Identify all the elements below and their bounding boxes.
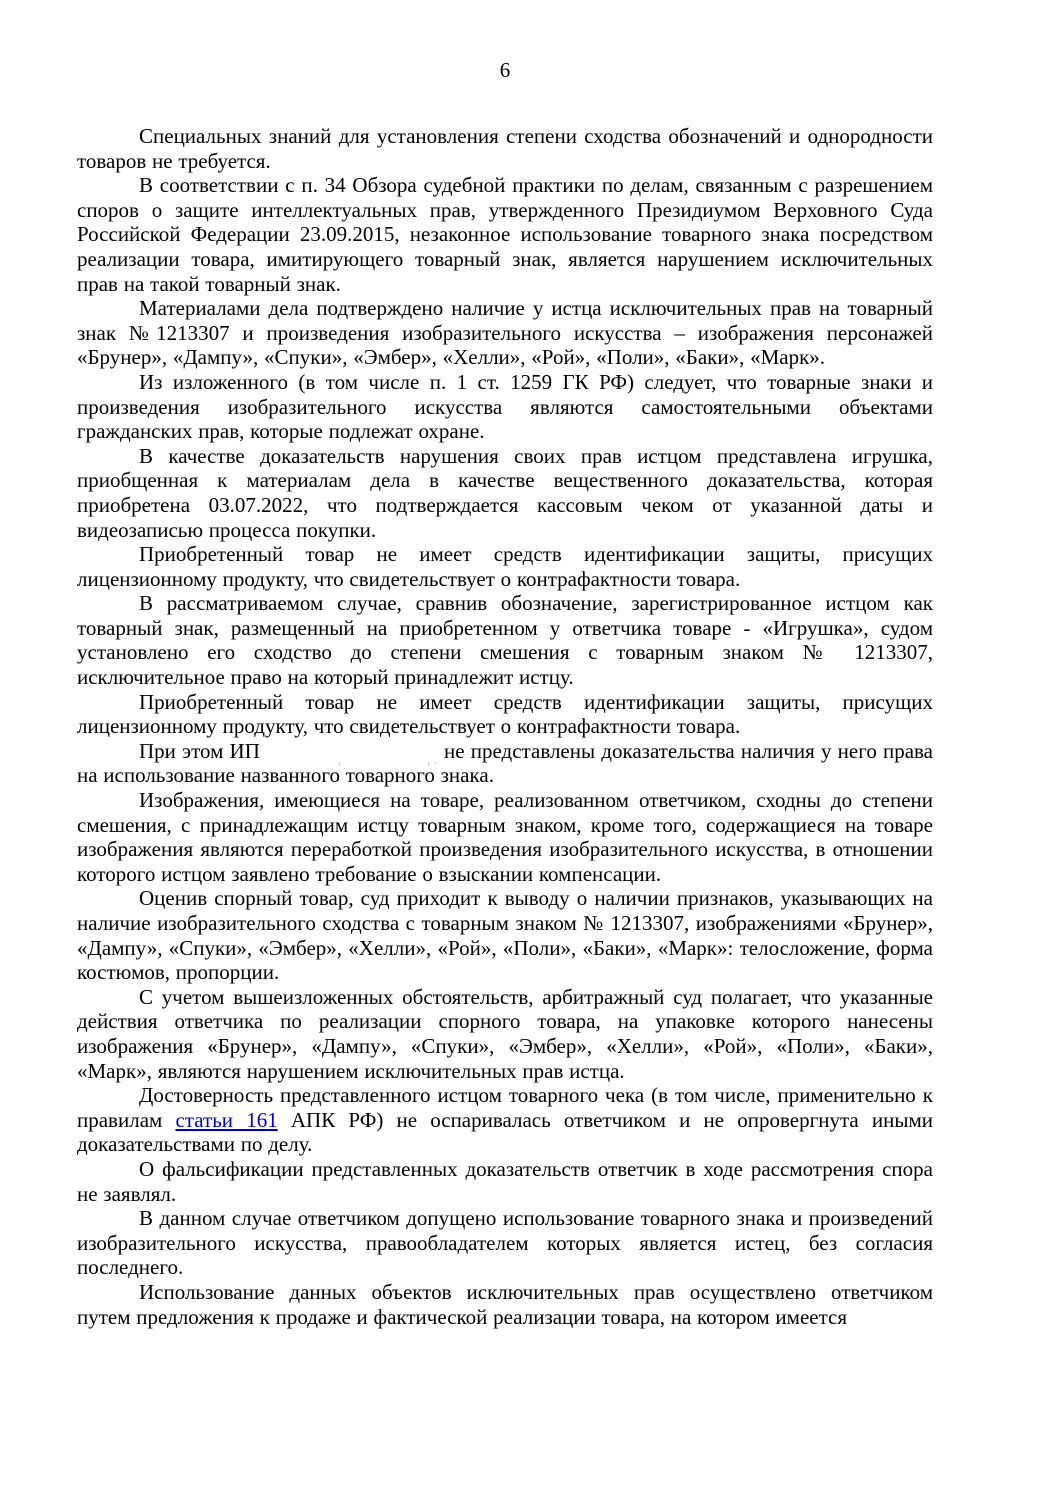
paragraph-ip-post-text: не представлены доказательства наличия у него права на использование названного товарного знака. (77, 738, 933, 788)
paragraph-disputed-product-assessment: Оценив спорный товар, суд приходит к выводу о наличии признаков, указывающих на наличие изобразительного сходства с товарным знаком № 1213307, изображениями «Брунер», «Дампу», «Спуки», «Эмбер», «Хелли», «Рой», «Поли», «Баки», «Марк»: телосложение, форма костюмов, пропорции. (77, 886, 933, 985)
document-body (77, 124, 933, 1329)
paragraph-counterfeit-product-1: Приобретенный товар не имеет средств идентификации защиты, присущих лицензионному продукту, что свидетельствует о контрафактности товара. (77, 542, 933, 591)
paragraph-use-via-sale: Использование данных объектов исключительных прав осуществлено ответчиком путем предложения к продаже и фактической реализации товара, на котором имеется (77, 1279, 933, 1329)
paragraph-use-without-consent: В данном случае ответчиком допущено использование товарного знака и произведений изобразительного искусства, правообладателем которых является истец, без согласия последнего. (77, 1206, 933, 1280)
paragraph-counterfeit-product-2: Приобретенный товар не имеет средств идентификации защиты, присущих лицензионному продукту, что свидетельствует о контрафактности товара. (77, 689, 933, 739)
paragraph-toy-evidence: В качестве доказательств нарушения своих прав истцом представлена игрушка, приобщенная к материалам дела в качестве вещественного доказательства, которая приобретена 03.07.2022, что подтверждается кассовым чеком от указанной даты и видеозаписью процесса покупки. (77, 443, 933, 542)
paragraph-no-falsification-claim: О фальсификации представленных доказательств ответчик в ходе рассмотрения спора не заявлял. (77, 1156, 933, 1206)
paragraph-receipt-authenticity (77, 1083, 933, 1157)
redaction-artifact-mark: , (337, 751, 342, 767)
paragraph-court-conclusion-violation: С учетом вышеизложенных обстоятельств, арбитражный суд полагает, что указанные действия ответчика по реализации спорного товара, на упаковке которого нанесены изображения «Брунер», «Дампу», «Спуки», «Эмбер», «Хелли», «Рой», «Поли», «Баки», «Марк», являются нарушением исключительных прав истца. (77, 984, 933, 1083)
paragraph-gk-rf-1259: Из изложенного (в том числе п. 1 ст. 1259 ГК РФ) следует, что товарные знаки и произведения изобразительного искусства являются самостоятельными объектами гражданских прав, которые подлежат охране. (77, 369, 933, 444)
article-161-apk-link[interactable]: статьи 161 (175, 1107, 278, 1132)
paragraph-review-p34: В соответствии с п. 34 Обзора судебной практики по делам, связанным с разрешением споров о защите интеллектуальных прав, утвержденного Президиумом Верховного Суда Российской Федерации 23.09.2015, незаконное использование товарного знака посредством реализации товара, имитирующего товарный знак, является нарушением исключительных прав на такой товарный знак. (77, 173, 933, 296)
redaction-artifact-mark: , . (426, 751, 438, 767)
paragraph-case-materials-trademark: Материалами дела подтверждено наличие у истца исключительных прав на товарный знак №1213307 и произведения изобразительного искусства – изображения персонажей «Брунер», «Дампу», «Спуки», «Эмбер», «Хелли», «Рой», «Поли», «Баки», «Марк». (77, 296, 933, 370)
page-number: 6 (499, 58, 511, 82)
paragraph-ip-no-rights (77, 739, 933, 788)
paragraph-images-similarity: Изображения, имеющиеся на товаре, реализованном ответчиком, сходны до степени смешения, с принадлежащим истцу товарным знаком, кроме того, содержащиеся на товаре изображения являются переработкой произведения изобразительного искусства, в отношении которого истцом заявлено требование о взыскании компенсации. (77, 788, 933, 886)
paragraph-receipt-post-text: АПК РФ) не оспаривалась ответчиком и не опровергнута иными доказательствами по делу. (77, 1107, 933, 1157)
paragraph-receipt-pre-text: Достоверность представленного истцом товарного чека (в том числе, применительно к правилам (77, 1083, 933, 1132)
redacted-name-gap (260, 751, 438, 767)
paragraph-special-knowledge: Специальных знаний для установления степени сходства обозначений и однородности товаров не требуется. (77, 124, 933, 173)
paragraph-comparison-igrushka: В рассматриваемом случае, сравнив обозначение, зарегистрированное истцом как товарный знак, размещенный на приобретенном у ответчика товаре - «Игрушка», судом установлено его сходство до степени смешения с товарным знаком № 1213307, исключительное право на который принадлежит истцу. (77, 591, 933, 690)
paragraph-ip-pre-text: При этом ИП (139, 738, 260, 763)
